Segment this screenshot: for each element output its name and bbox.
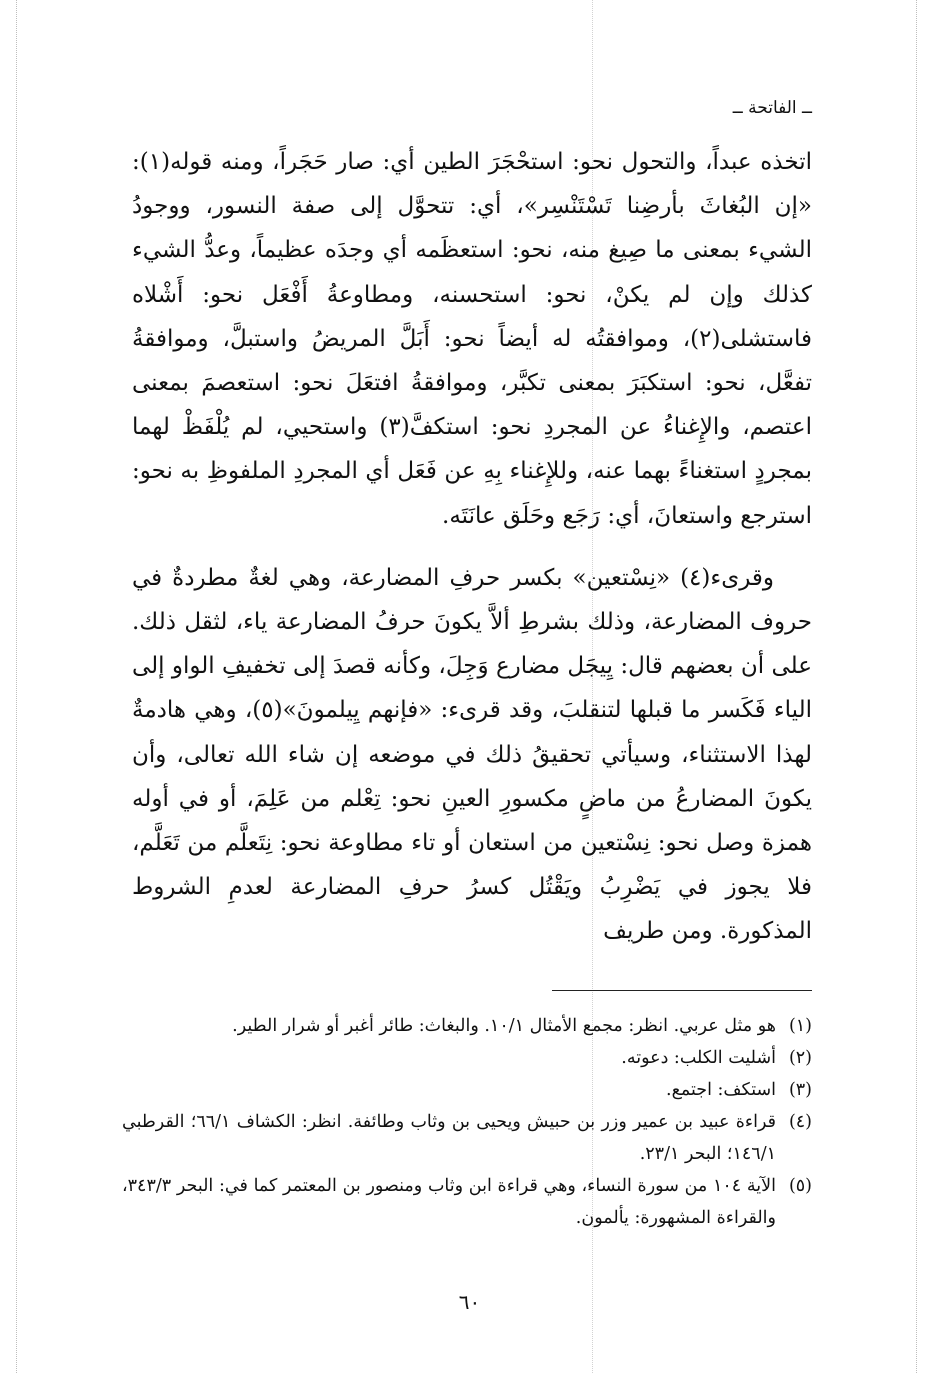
footnote-number: (٥) [788, 1176, 812, 1196]
page-number: ٦٠ [458, 1290, 481, 1314]
right-scan-edge [916, 0, 917, 1373]
footnote-text: استكف: اجتمع. [666, 1080, 776, 1100]
footnote-number: (٣) [788, 1080, 812, 1100]
footnote-item [122, 1042, 812, 1074]
footnote-item [122, 1010, 812, 1042]
footnote-item [122, 1106, 812, 1170]
footnote-number: (١) [788, 1016, 812, 1036]
footnote-item [122, 1074, 812, 1106]
footnote-text: أشليت الكلب: دعوته. [621, 1048, 776, 1068]
main-text [132, 140, 812, 954]
footnote-item [122, 1170, 812, 1234]
footnote-number: (٢) [788, 1048, 812, 1068]
footnotes [122, 1010, 812, 1234]
running-head: ــ الفاتحة ــ [732, 98, 812, 118]
footnote-text: هو مثل عربي. انظر: مجمع الأمثال ١٠/١. والبغاث: طائر أغبر أو شرار الطير. [232, 1016, 776, 1036]
footnote-separator [552, 990, 812, 991]
footnote-text: قراءة عبيد بن عمير وزر بن حبيش ويحيى بن وثاب وطائفة. انظر: الكشاف ٦٦/١؛ القرطبي ١٤٦/١؛ البحر ٢٣/١. [122, 1112, 776, 1164]
footnote-text: الآية ١٠٤ من سورة النساء، وهي قراءة ابن وثاب ومنصور بن المعتمر كما في: البحر ٣٤٣/٣، والقراءة المشهورة: يألمون. [122, 1176, 776, 1228]
paragraph: اتخذه عبداً، والتحول نحو: استحْجَرَ الطين أي: صار حَجَراً، ومنه قوله(١): «إن البُغاثَ بأرضِنا تَسْتَنْسِر»، أي: تتحوَّل إلى صفة النسور، ووجودُ الشيء بمعنى ما صِيغ منه، نحو: استعظَمه أي وجدَه عظيماً، وعدُّ الشيء كذلك وإن لم يكنْ، نحو: استحسنه، ومطاوعةُ أَفْعَل نحو: أَشْلاه فاستشلى(٢)، وموافقتُه له أيضاً نحو: أَبَلَّ المريضُ واستبلَّ، وموافقةُ تفعَّل، نحو: استكبَرَ بمعنى تكبَّر، وموافقةُ افتعَلَ نحو: استعصمَ بمعنى اعتصم، والإِغناءُ عن المجردِ نحو: استكفَّ(٣) واستحيي، لم يُلْفَظْ لهما بمجردٍ استغناءً بهما عنه، وللإِغناء بِهِ عن فَعَل أي المجردِ الملفوظِ به نحو: استرجع واستعانَ، أي: رَجَع وحَلَق عانَتَه. [132, 149, 812, 529]
left-scan-edge [16, 0, 17, 1373]
paragraph: وقرىء(٤) «نِسْتعين» بكسر حرفِ المضارعة، وهي لغةٌ مطردةٌ في حروف المضارعة، وذلك بشرطِ ألاَّ يكونَ حرفُ المضارعة ياء، لثقل ذلك. على أن بعضهم قال: يِيجَل مضارع وَجِلَ، وكأنه قصدَ إلى تخفيفِ الواو إلى الياء فَكَسر ما قبلها لتنقلبَ، وقد قرىء: «فإنهم يِيلمونَ»(٥)، وهي هادمةٌ لهذا الاستثناء، وسيأتي تحقيقُ ذلك في موضعه إن شاء الله تعالى، وأن يكونَ المضارعُ من ماضٍ مكسورِ العينِ نحو: تِعْلم من عَلِمَ، أو في أوله همزة وصل نحو: نِسْتعين من استعان أو تاء مطاوعة نحو: نِتَعلَّم من تَعَلَّم، فلا يجوز في يَضْرِبُ ويَقْتُل كسرُ حرفِ المضارعة لعدمِ الشروط المذكورة. ومن طريف [132, 564, 812, 945]
footnote-number: (٤) [788, 1112, 812, 1132]
